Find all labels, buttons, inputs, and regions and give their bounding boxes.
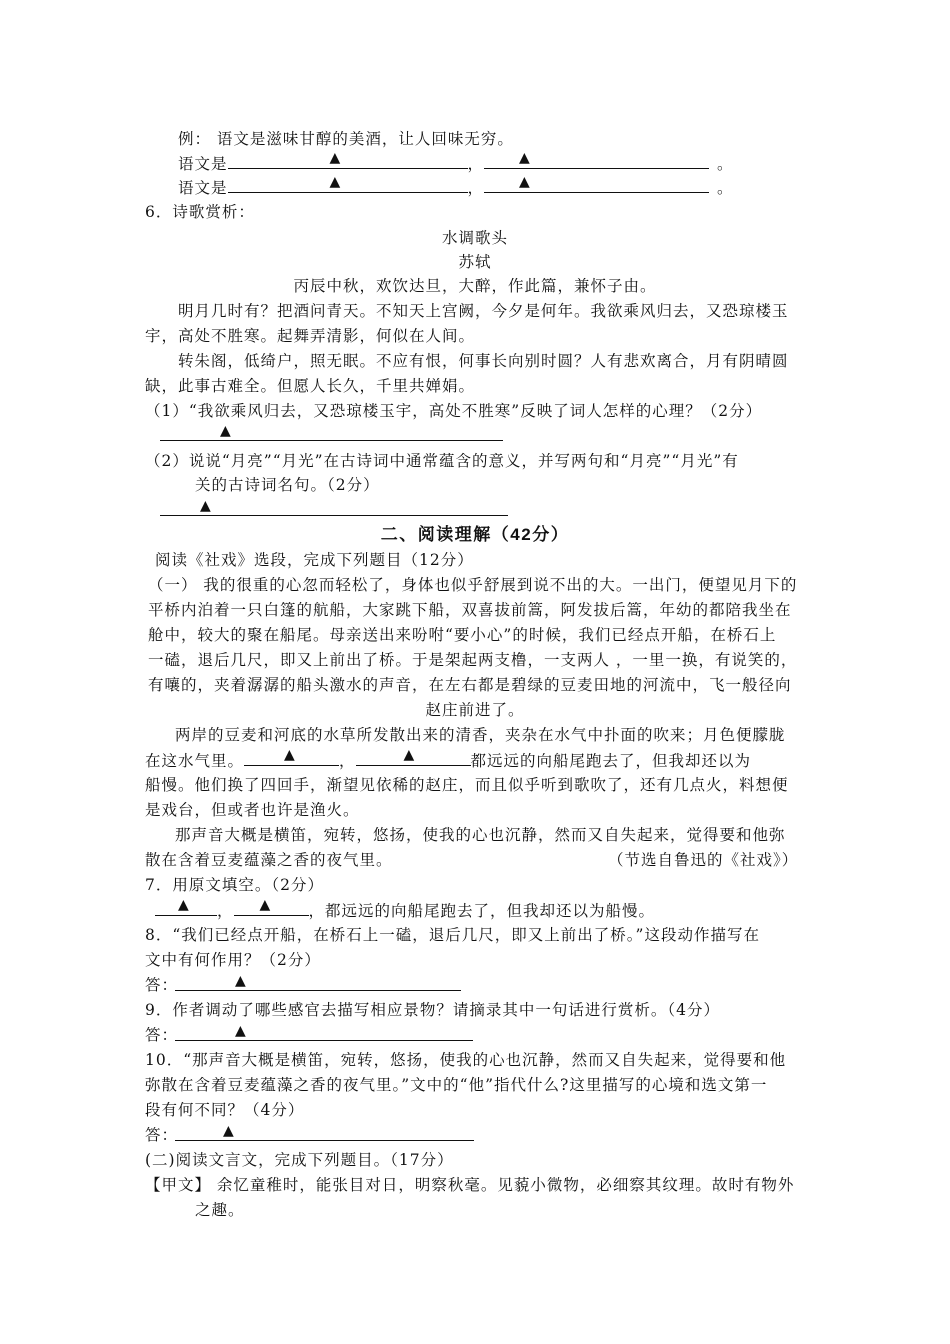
passage-line: 散在含着豆麦蕴藻之香的夜气里。 (145, 851, 393, 869)
blank-marker-icon: ▲ (403, 747, 416, 763)
q7-fill-line (155, 899, 655, 922)
q7-comma: ， (217, 902, 234, 920)
blank-marker-icon: ▲ (235, 1023, 246, 1039)
q10-line3: 段有何不同？（4分） (145, 1101, 305, 1119)
q6-heading: 6．诗歌赏析： (145, 203, 255, 221)
q6-sub2-line2: 关的古诗词名句。（2分） (195, 476, 380, 494)
q8-answer-line[interactable] (175, 974, 461, 991)
q5-blank-2b[interactable] (484, 176, 709, 193)
q9-line1: 9．作者调动了哪些感官去描写相应景物？请摘录其中一句话进行赏析。（4分） (145, 1001, 720, 1019)
passage-line: 有嚷的，夹着潺潺的船头激水的声音，在左右都是碧绿的豆麦田地的河流中，飞一般径向 (148, 676, 792, 694)
q5-comma: ， (467, 179, 485, 197)
passage-line: 一磕，退后几尺，即又上前出了桥。于是架起两支橹，一支两人 ，一里一换，有说笑的， (148, 651, 798, 669)
q10-answer-label: 答： (145, 1126, 179, 1144)
poem-title: 水调歌头 (441, 229, 508, 247)
q10-answer-line[interactable] (175, 1124, 474, 1141)
blank-marker-icon: ▲ (519, 174, 531, 190)
passage-text: 在这水气里。 (145, 752, 245, 770)
passage-blank-1[interactable] (244, 749, 339, 766)
q10-line2: 弥散在含着豆麦蕴藻之香的夜气里。”文中的“他”指代什么?这里描写的心境和选文第一 (145, 1076, 768, 1094)
passage-line: 平桥内泊着一只白篷的航船，大家跳下船，双喜拔前篙，阿发拔后篙，年幼的都陪我坐在 (148, 601, 792, 619)
passage-line: 两岸的豆麦和河底的水草所发散出来的清香，夹杂在水气中扑面的吹来；月色便朦胧 (175, 726, 786, 744)
q9-answer-label: 答： (145, 1026, 179, 1044)
q8-line1: 8．“我们已经点开船，在桥石上一磕，退后几尺，即又上前出了桥。”这段动作描写在 (145, 926, 760, 944)
q5-line-2 (178, 176, 734, 199)
q5-blank-1a[interactable] (228, 152, 468, 169)
passage-line: （一） 我的很重的心忽而轻松了，身体也似乎舒展到说不出的大。一出门，便望见月下的 (148, 576, 798, 594)
q6-sub1: （1）“我欲乘风归去，又恐琼楼玉宇，高处不胜寒”反映了词人怎样的心理？（2分） (145, 402, 763, 420)
blank-marker-icon: ▲ (220, 423, 231, 439)
q8-answer-label: 答： (145, 976, 179, 994)
q5-comma: ， (467, 155, 485, 173)
passage-text: 都远远的向船尾跑去了，但我却还以为 (470, 752, 752, 770)
passage-blank-2[interactable] (356, 749, 471, 766)
q7-blank-2[interactable] (234, 899, 309, 916)
blank-marker-icon: ▲ (329, 150, 342, 166)
passage-comma: ， (339, 752, 356, 770)
q5-period: 。 (717, 179, 734, 197)
blank-marker-icon: ▲ (178, 897, 190, 913)
q5-line1-prefix: 语文是 (178, 155, 228, 173)
poem-line: 宇，高处不胜寒。起舞弄清影，何似在人间。 (145, 327, 476, 345)
q5-example: 例： 语文是滋味甘醇的美酒，让人回味无穷。 (178, 130, 514, 148)
poem-line: 转朱阁，低绮户，照无眠。不应有恨，何事长向别时圆？人有悲欢离合，月有阴晴圆 (178, 352, 789, 370)
q5-line2-prefix: 语文是 (178, 179, 228, 197)
passage-line: 船慢。他们换了四回手，渐望见依稀的赵庄，而且似乎听到歌吹了，还有几点火，料想便 (145, 776, 789, 794)
blank-marker-icon: ▲ (284, 747, 296, 763)
q9-answer-line[interactable] (175, 1024, 473, 1041)
blank-marker-icon: ▲ (235, 973, 246, 989)
blank-marker-icon: ▲ (329, 174, 342, 190)
passage-line-with-blanks (145, 749, 751, 772)
passage-line: 是戏台，但或者也许是渔火。 (145, 801, 360, 819)
blank-marker-icon: ▲ (200, 498, 211, 514)
q5-blank-2a[interactable] (228, 176, 468, 193)
blank-marker-icon: ▲ (519, 150, 531, 166)
poem-line: 缺，此事古难全。但愿人长久，千里共婵娟。 (145, 377, 476, 395)
passage-line: 舱中，较大的聚在船尾。母亲送出来吩咐“要小心”的时候，我们已经点开船，在桥石上 (148, 626, 777, 644)
q7-text: ，都远远的向船尾跑去了，但我却还以为船慢。 (308, 902, 656, 920)
passage-line: 赵庄前进了。 (425, 701, 525, 719)
blank-marker-icon: ▲ (223, 1123, 234, 1139)
q6-sub2-line1: （2）说说“月亮”“月光”在古诗词中通常蕴含的意义，并写两句和“月亮”“月光”有 (145, 452, 739, 470)
poem-preface: 丙辰中秋，欢饮达旦，大醉，作此篇，兼怀子由。 (293, 277, 657, 295)
poem-author: 苏轼 (458, 253, 492, 271)
q6-sub1-answer-line[interactable] (160, 424, 503, 441)
section-title: 二、阅读理解（42分） (380, 525, 570, 544)
section-intro: 阅读《社戏》选段，完成下列题目（12分） (155, 551, 474, 569)
q7-heading: 7．用原文填空。（2分） (145, 876, 324, 894)
jia-text-line2: 之趣。 (195, 1201, 245, 1219)
q6-sub2-answer-line[interactable] (160, 499, 508, 516)
passage-source: （节选自鲁迅的《社戏》） (608, 851, 799, 869)
poem-line: 明月几时有？把酒问青天。不知天上宫阙，今夕是何年。我欲乘风归去，又恐琼楼玉 (178, 302, 789, 320)
q7-blank-1[interactable] (155, 899, 217, 916)
q5-period: 。 (717, 155, 734, 173)
q5-blank-1b[interactable] (484, 152, 709, 169)
blank-marker-icon: ▲ (259, 897, 272, 913)
part2-heading: (二)阅读文言文，完成下列题目。（17分） (145, 1151, 454, 1169)
q5-line-1 (178, 152, 734, 175)
passage-line: 那声音大概是横笛，宛转，悠扬，使我的心也沉静，然而又自失起来，觉得要和他弥 (175, 826, 786, 844)
jia-text-line1: 【甲文】 余忆童稚时，能张目对日，明察秋毫。见藐小微物，必细察其纹理。故时有物外 (145, 1176, 795, 1194)
q10-line1: 10．“那声音大概是横笛，宛转，悠扬，使我的心也沉静，然而又自失起来，觉得要和他 (145, 1051, 787, 1069)
q8-line2: 文中有何作用？（2分） (145, 951, 321, 969)
